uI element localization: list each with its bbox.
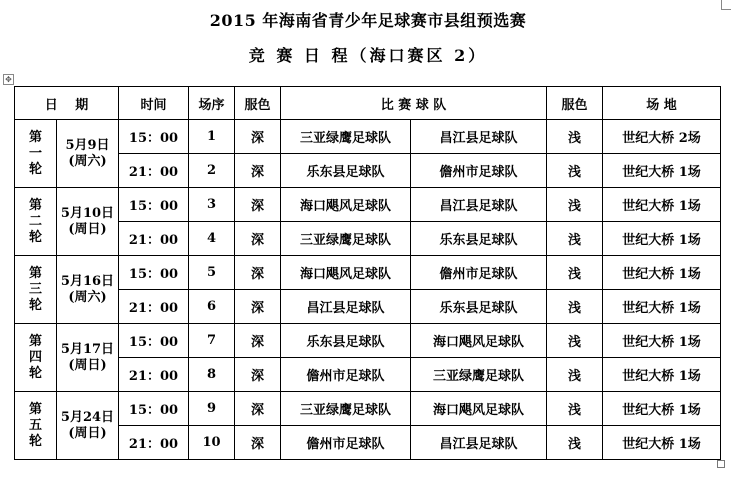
home-uniform-color: 深 — [235, 256, 281, 290]
away-uniform-color: 浅 — [547, 290, 603, 324]
match-venue: 世纪大桥 1场 — [603, 392, 721, 426]
table-row — [15, 222, 721, 256]
round-date-line: 5月17日 — [60, 341, 115, 357]
match-venue: 世纪大桥 1场 — [603, 324, 721, 358]
match-venue: 世纪大桥 1场 — [603, 188, 721, 222]
away-uniform-color: 浅 — [547, 358, 603, 392]
round-label-char: 轮 — [28, 297, 42, 313]
table-row — [15, 358, 721, 392]
round-label-char: 轮 — [28, 229, 42, 245]
table-row — [15, 324, 721, 358]
away-team: 海口飓风足球队 — [411, 324, 547, 358]
document-subtitle: 竞 赛 日 程（海口赛区 2） — [248, 46, 488, 65]
round-date-line: 5月10日 — [60, 205, 115, 221]
round-date — [57, 324, 119, 392]
match-time: 21：00 — [119, 154, 189, 188]
round-date-line: 5月24日 — [60, 409, 115, 425]
schedule-table — [14, 86, 721, 460]
match-time: 21：00 — [119, 222, 189, 256]
header-teams: 比 赛 球 队 — [281, 87, 547, 120]
round-date — [57, 188, 119, 256]
round-date-line: 5月16日 — [60, 273, 115, 289]
home-uniform-color: 深 — [235, 358, 281, 392]
away-team: 昌江县足球队 — [411, 426, 547, 460]
round-label — [15, 120, 57, 188]
round-label-char: 第 — [28, 265, 42, 281]
home-uniform-color: 深 — [235, 324, 281, 358]
table-row — [15, 426, 721, 460]
away-team: 儋州市足球队 — [411, 154, 547, 188]
match-venue: 世纪大桥 1场 — [603, 256, 721, 290]
away-team: 儋州市足球队 — [411, 256, 547, 290]
home-team: 儋州市足球队 — [281, 426, 411, 460]
match-venue: 世纪大桥 1场 — [603, 358, 721, 392]
round-label-char: 第 — [28, 197, 42, 213]
home-team: 海口飓风足球队 — [281, 256, 411, 290]
home-team: 海口飓风足球队 — [281, 188, 411, 222]
table-row — [15, 188, 721, 222]
table-row — [15, 120, 721, 154]
home-team: 三亚绿鹰足球队 — [281, 392, 411, 426]
match-seq: 2 — [189, 154, 235, 188]
home-uniform-color: 深 — [235, 290, 281, 324]
corner-mark-top-right-h — [721, 9, 731, 10]
round-label — [15, 324, 57, 392]
round-date-line: 5月9日 — [65, 137, 110, 153]
round-label — [15, 392, 57, 460]
home-uniform-color: 深 — [235, 426, 281, 460]
home-team: 三亚绿鹰足球队 — [281, 222, 411, 256]
table-header-row — [15, 87, 721, 120]
table-row — [15, 392, 721, 426]
away-uniform-color: 浅 — [547, 392, 603, 426]
round-label-char: 轮 — [28, 365, 42, 381]
match-seq: 8 — [189, 358, 235, 392]
match-time: 21：00 — [119, 426, 189, 460]
match-time: 15：00 — [119, 256, 189, 290]
away-uniform-color: 浅 — [547, 222, 603, 256]
round-label-char: 一 — [28, 145, 42, 161]
away-team: 昌江县足球队 — [411, 120, 547, 154]
round-label-char: 四 — [28, 349, 42, 365]
round-date — [57, 120, 119, 188]
document-title: 2015 年海南省青少年足球赛市县组预选赛 — [209, 11, 527, 30]
round-label-char: 五 — [28, 417, 42, 433]
round-date-line: (周六) — [68, 153, 107, 169]
round-label-char: 二 — [28, 213, 42, 229]
away-uniform-color: 浅 — [547, 188, 603, 222]
away-team: 乐东县足球队 — [411, 222, 547, 256]
header-away-uniform: 服色 — [547, 87, 603, 120]
round-date — [57, 392, 119, 460]
away-team: 三亚绿鹰足球队 — [411, 358, 547, 392]
home-team: 昌江县足球队 — [281, 290, 411, 324]
home-team: 乐东县足球队 — [281, 154, 411, 188]
away-uniform-color: 浅 — [547, 154, 603, 188]
match-seq: 4 — [189, 222, 235, 256]
match-seq: 6 — [189, 290, 235, 324]
home-team: 三亚绿鹰足球队 — [281, 120, 411, 154]
home-team: 乐东县足球队 — [281, 324, 411, 358]
away-team: 海口飓风足球队 — [411, 392, 547, 426]
home-uniform-color: 深 — [235, 222, 281, 256]
match-seq: 5 — [189, 256, 235, 290]
schedule-body — [15, 120, 721, 460]
header-time: 时间 — [119, 87, 189, 120]
away-team: 昌江县足球队 — [411, 188, 547, 222]
header-seq: 场序 — [189, 87, 235, 120]
match-seq: 7 — [189, 324, 235, 358]
header-venue: 场 地 — [603, 87, 721, 120]
match-time: 21：00 — [119, 358, 189, 392]
match-seq: 9 — [189, 392, 235, 426]
table-row — [15, 154, 721, 188]
table-move-handle-icon[interactable]: ✥ — [3, 74, 14, 85]
round-label-char: 三 — [28, 281, 42, 297]
round-label-char: 第 — [28, 401, 42, 417]
match-venue: 世纪大桥 1场 — [603, 290, 721, 324]
header-date: 日 期 — [15, 87, 119, 120]
match-time: 15：00 — [119, 120, 189, 154]
match-time: 15：00 — [119, 188, 189, 222]
away-uniform-color: 浅 — [547, 256, 603, 290]
away-team: 乐东县足球队 — [411, 290, 547, 324]
round-label — [15, 256, 57, 324]
round-date-line: (周日) — [68, 425, 107, 441]
match-seq: 10 — [189, 426, 235, 460]
round-label-char: 第 — [28, 333, 42, 349]
round-date — [57, 256, 119, 324]
round-label — [15, 188, 57, 256]
match-venue: 世纪大桥 2场 — [603, 120, 721, 154]
table-row — [15, 256, 721, 290]
match-time: 21：00 — [119, 290, 189, 324]
round-date-line: (周日) — [68, 221, 107, 237]
header-home-uniform: 服色 — [235, 87, 281, 120]
match-seq: 3 — [189, 188, 235, 222]
match-venue: 世纪大桥 1场 — [603, 154, 721, 188]
home-uniform-color: 深 — [235, 392, 281, 426]
table-resize-handle[interactable] — [717, 460, 725, 468]
round-date-line: (周六) — [68, 289, 107, 305]
home-uniform-color: 深 — [235, 120, 281, 154]
away-uniform-color: 浅 — [547, 120, 603, 154]
table-row — [15, 290, 721, 324]
match-time: 15：00 — [119, 324, 189, 358]
round-label-char: 轮 — [28, 433, 42, 449]
home-uniform-color: 深 — [235, 188, 281, 222]
match-time: 15：00 — [119, 392, 189, 426]
home-team: 儋州市足球队 — [281, 358, 411, 392]
round-label-char: 第 — [28, 129, 42, 145]
away-uniform-color: 浅 — [547, 324, 603, 358]
match-seq: 1 — [189, 120, 235, 154]
match-venue: 世纪大桥 1场 — [603, 222, 721, 256]
match-venue: 世纪大桥 1场 — [603, 426, 721, 460]
round-date-line: (周日) — [68, 357, 107, 373]
home-uniform-color: 深 — [235, 154, 281, 188]
away-uniform-color: 浅 — [547, 426, 603, 460]
round-label-char: 轮 — [28, 161, 42, 177]
